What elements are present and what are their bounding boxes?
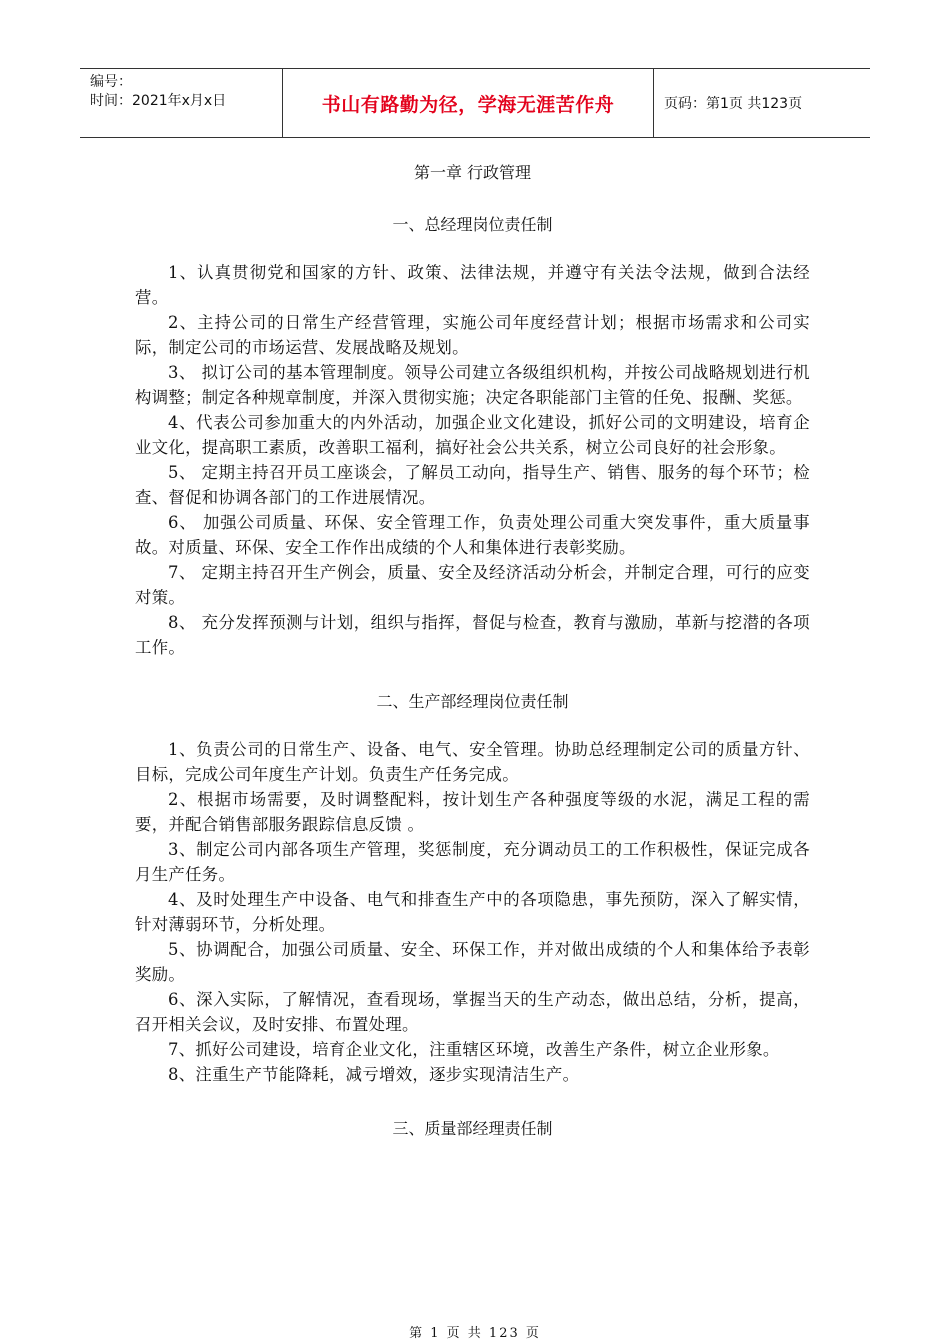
header-motto: 书山有路勤为径，学海无涯苦作舟 (282, 69, 654, 137)
document-time-label: 时间：2021年x月x日 (90, 93, 227, 109)
paragraph: 4、及时处理生产中设备、电气和排查生产中的各项隐患，事先预防，深入了解实情，针对薄弱环节，分析处理。 (135, 890, 810, 934)
paragraph: 1、认真贯彻党和国家的方针、政策、法律法规，并遵守有关法令法规，做到合法经营。 (135, 263, 810, 307)
document-number-label: 编号： (90, 74, 132, 90)
section-title: 二、生产部经理岗位责任制 (376, 692, 569, 711)
header-page-info: 页码：第1页 共123页 (664, 96, 803, 112)
paragraph: 4、代表公司参加重大的内外活动，加强企业文化建设，抓好公司的文明建设，培育企业文化，提高职工素质，改善职工福利，搞好社会公共关系，树立公司良好的社会形象。 (135, 413, 810, 457)
paragraph: 7、 定期主持召开生产例会，质量、安全及经济活动分析会，并制定合理，可行的应变对策。 (135, 563, 810, 607)
paragraph: 6、 加强公司质量、环保、安全管理工作，负责处理公司重大突发事件，重大质量事故。对质量、环保、安全工作作出成绩的个人和集体进行表彰奖励。 (135, 513, 810, 557)
paragraph: 5、 定期主持召开员工座谈会，了解员工动向，指导生产、销售、服务的每个环节；检查、督促和协调各部门的工作进展情况。 (135, 463, 810, 507)
section-title: 三、质量部经理责任制 (392, 1119, 553, 1138)
paragraph: 3、制定公司内部各项生产管理，奖惩制度，充分调动员工的工作积极性，保证完成各月生产任务。 (135, 840, 810, 884)
paragraph: 2、主持公司的日常生产经营管理，实施公司年度经营计划；根据市场需求和公司实际，制定公司的市场运营、发展战略及规划。 (135, 313, 810, 357)
chapter-title: 第一章 行政管理 (413, 163, 532, 182)
section-title: 一、总经理岗位责任制 (392, 215, 553, 234)
paragraph: 7、抓好公司建设，培育企业文化，注重辖区环境，改善生产条件，树立企业形象。 (168, 1040, 780, 1059)
paragraph: 3、 拟订公司的基本管理制度。领导公司建立各级组织机构，并按公司战略规划进行机构调整；制定各种规章制度，并深入贯彻实施；决定各职能部门主管的任免、报酬、奖惩。 (135, 363, 810, 407)
header-meta (80, 69, 282, 137)
paragraph: 1、负责公司的日常生产、设备、电气、安全管理。协助总经理制定公司的质量方针、目标，完成公司年度生产计划。负责生产任务完成。 (135, 740, 810, 784)
paragraph: 6、深入实际，了解情况，查看现场，掌握当天的生产动态，做出总结，分析，提高，召开相关会议，及时安排、布置处理。 (135, 990, 810, 1034)
document-body (135, 152, 810, 1144)
page-header (80, 68, 870, 138)
paragraph: 8、注重生产节能降耗，减亏增效，逐步实现清洁生产。 (168, 1065, 580, 1084)
paragraph: 2、根据市场需要，及时调整配料，按计划生产各种强度等级的水泥，满足工程的需要，并配合销售部服务跟踪信息反馈 。 (135, 790, 810, 834)
paragraph: 8、 充分发挥预测与计划，组织与指挥，督促与检查，教育与激励，革新与挖潜的各项工作。 (135, 613, 810, 657)
page-footer: 第 1 页 共 123 页 (409, 1326, 541, 1341)
paragraph: 5、协调配合，加强公司质量、安全、环保工作，并对做出成绩的个人和集体给予表彰奖励。 (135, 940, 810, 984)
